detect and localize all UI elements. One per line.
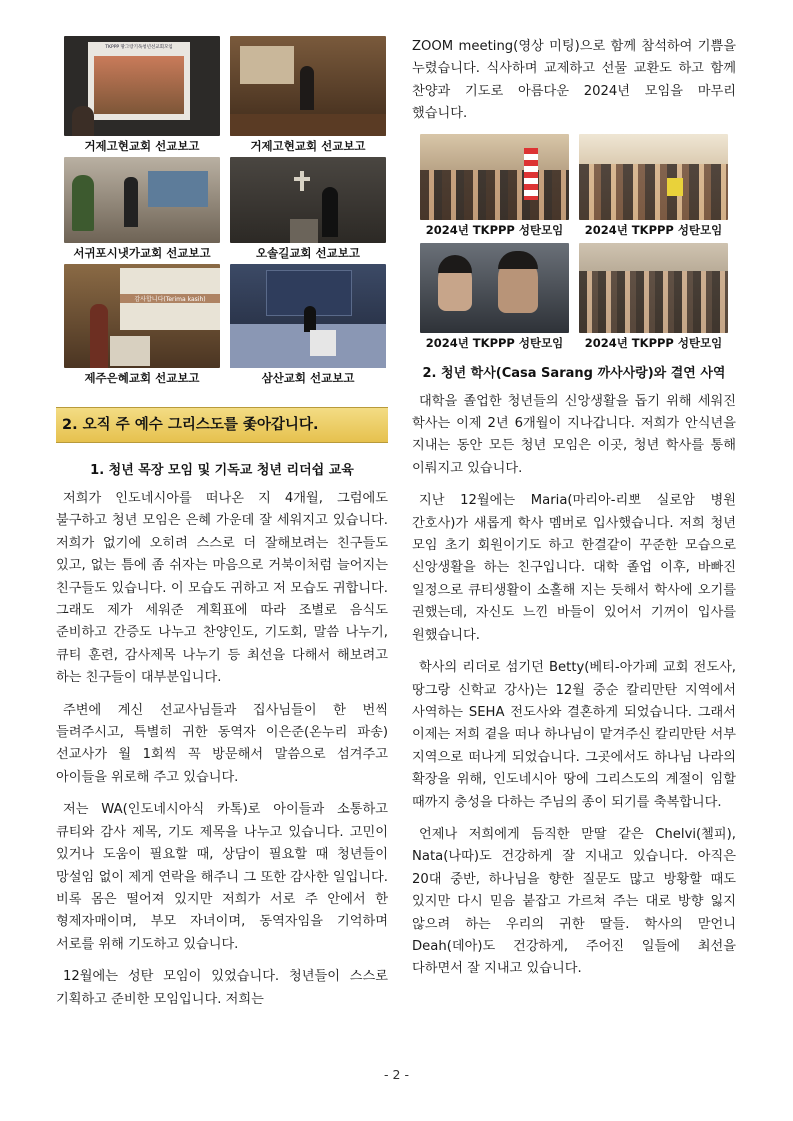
- photo-card: [579, 243, 728, 350]
- projector-slide: [88, 42, 190, 120]
- photo-caption: 오솔길교회 선교보고: [256, 246, 360, 260]
- paragraph: 저는 WA(인도네시아식 카톡)로 아이들과 소통하고 큐티와 감사 제목, 기도 제목을 나누고 있습니다. 고민이 있거나 도움이 필요할 때, 상담이 필요할 때 청년들이 망설임 없이 제게 연락을 해주니 그 또한 감사한 일입니다. 비록 몸은 떨어져 있지만 저희가 서로 주 안에서 한 형제자매이며, 부모 자녀이며, 동역자임을 기억하며 서로를 위해 기도하고 있습니다.: [56, 802, 388, 952]
- photo-christmas-3: [420, 243, 569, 333]
- photo-card: [64, 157, 220, 260]
- right-photo-grid: [420, 134, 728, 350]
- section-title: 2. 오직 주 예수 그리스도를 좇아갑니다.: [56, 407, 388, 443]
- photo-mission-report-4: [230, 157, 386, 243]
- photo-caption: 제주은혜교회 선교보고: [84, 371, 200, 385]
- left-column: [56, 36, 388, 1021]
- paragraph: 언제나 저희에게 듬직한 맏딸 같은 Chelvi(첼피), Nata(나따)도 건강하게 잘 지내고 있습니다. 아직은 20대 중반, 하나님을 향한 질문도 많고 방황할 때도 있지만 다시 믿음 붙잡고 가르쳐 주는 대로 방향 잃지 않으려 하는 우리의 귀한 딸들. 학사의 맏언니 Deah(데아)도 건강하게, 주어진 일들에 최선을 다하면서 잘 지내고 있습니다.: [412, 826, 736, 977]
- photo-card: [64, 36, 220, 153]
- slide-caption: 감사합니다(Terima kasih): [120, 294, 220, 303]
- photo-card: [64, 264, 220, 385]
- photo-mission-report-6: [230, 264, 386, 368]
- photo-card: [579, 134, 728, 237]
- photo-card: [230, 36, 386, 153]
- photo-card: [230, 157, 386, 260]
- paragraph: ZOOM meeting(영상 미팅)으로 함께 참석하여 기쁨을 누렸습니다. 식사하며 교제하고 선물 교환도 하고 함께 찬양과 기도로 아름다운 2024년 모임을 마무리 했습니다.: [412, 39, 736, 122]
- paragraph: 저희가 인도네시아를 떠나온 지 4개월, 그럼에도 불구하고 청년 모임은 은혜 가운데 잘 세워지고 있습니다. 저희가 없기에 오히려 스스로 더 잘해보려는 친구들도 있고, 없는 틈에 좀 쉬자는 마음으로 거북이처럼 늘어지는 친구들도 있습니다. 이 모습도 귀하고 저 모습도 귀합니다. 그래도 제가 세워준 계획표에 따라 조별로 음식도 준비하고 간증도 나누고 찬양인도, 기도회, 말씀 나누기, 큐티 훈련, 감사제목 나누기 등 최선을 다해서 해보려고 하는 친구들이 대부분입니다.: [56, 491, 388, 686]
- photo-caption: 거제고현교회 선교보고: [250, 139, 366, 153]
- photo-caption: 서귀포시냇가교회 선교보고: [73, 246, 211, 260]
- photo-caption: 2024년 TKPPP 성탄모임: [584, 335, 723, 350]
- photo-mission-report-5: [64, 264, 220, 368]
- photo-caption: 거제고현교회 선교보고: [84, 139, 200, 153]
- paragraph: 주변에 계신 선교사님들과 집사님들이 한 번씩 들려주시고, 특별히 귀한 동역자 이은준(온누리 파송) 선교사가 월 1회씩 꼭 방문해서 말씀으로 섬겨주고 아이들을 위로해 주고 있습니다.: [56, 702, 388, 785]
- photo-mission-report-2: [230, 36, 386, 136]
- slide-title: TKPPP 땅그랑기독청년선교회모임: [105, 45, 173, 50]
- photo-card: [420, 134, 569, 237]
- left-photo-grid: [64, 36, 386, 385]
- paragraph: 대학을 졸업한 청년들의 신앙생활을 돕기 위해 세워진 학사는 이제 2년 6개월이 지나갑니다. 저희가 안식년을 지내는 동안 모든 청년 모임은 이곳, 청년 학사를 통해 이뤄지고 있습니다.: [412, 393, 736, 476]
- photo-mission-report-1: [64, 36, 220, 136]
- paragraph: 지난 12월에는 Maria(마리아-리뽀 실로암 병원 간호사)가 새롭게 학사 멤버로 입사했습니다. 저희 청년 모임 초기 회원이기도 하고 한결같이 꾸준한 모습으로 신앙생활을 하는 친구입니다. 대학 졸업 이후, 바빠진 일정으로 큐티생활이 소홀해 지는 듯해서 학사에 오기를 권했는데, 자신도 느낀 바들이 있어서 기꺼이 입사를 원했습니다.: [412, 493, 736, 643]
- photo-caption: 2024년 TKPPP 성탄모임: [425, 222, 564, 237]
- right-column: [412, 36, 736, 991]
- photo-christmas-4: [579, 243, 728, 333]
- paragraph: 12월에는 성탄 모임이 있었습니다. 청년들이 스스로 기획하고 준비한 모임입니다. 저희는: [56, 969, 388, 1007]
- page-number: - 2 -: [384, 1067, 409, 1082]
- photo-caption: 2024년 TKPPP 성탄모임: [584, 222, 723, 237]
- photo-caption: 삼산교회 선교보고: [261, 371, 355, 385]
- photo-caption: 2024년 TKPPP 성탄모임: [425, 335, 564, 350]
- photo-card: [230, 264, 386, 385]
- photo-christmas-1: [420, 134, 569, 220]
- paragraph: 학사의 리더로 섬기던 Betty(베티-아가페 교회 전도사, 땅그랑 신학교 강사)는 12월 중순 칼리만탄 지역에서 사역하는 SEHA 전도사와 결혼하게 되었습니다. 그래서 이제는 저희 곁을 떠나 하나님이 맡겨주신 칼리만탄 서부 지역으로 떠나게 되었습니다. 그곳에서도 하나님 나라의 확장을 위해, 인도네시아 땅에 그리스도의 계절이 임할 때까지 충성을 다하는 주님의 종이 되기를 축복합니다.: [412, 660, 736, 810]
- photo-card: [420, 243, 569, 350]
- subsection-title-1: 1. 청년 목장 모임 및 기독교 청년 리더쉽 교육: [90, 463, 354, 478]
- photo-mission-report-3: [64, 157, 220, 243]
- subsection-title-2: 2. 청년 학사(Casa Sarang 까사사랑)와 결연 사역: [422, 365, 726, 381]
- photo-christmas-2: [579, 134, 728, 220]
